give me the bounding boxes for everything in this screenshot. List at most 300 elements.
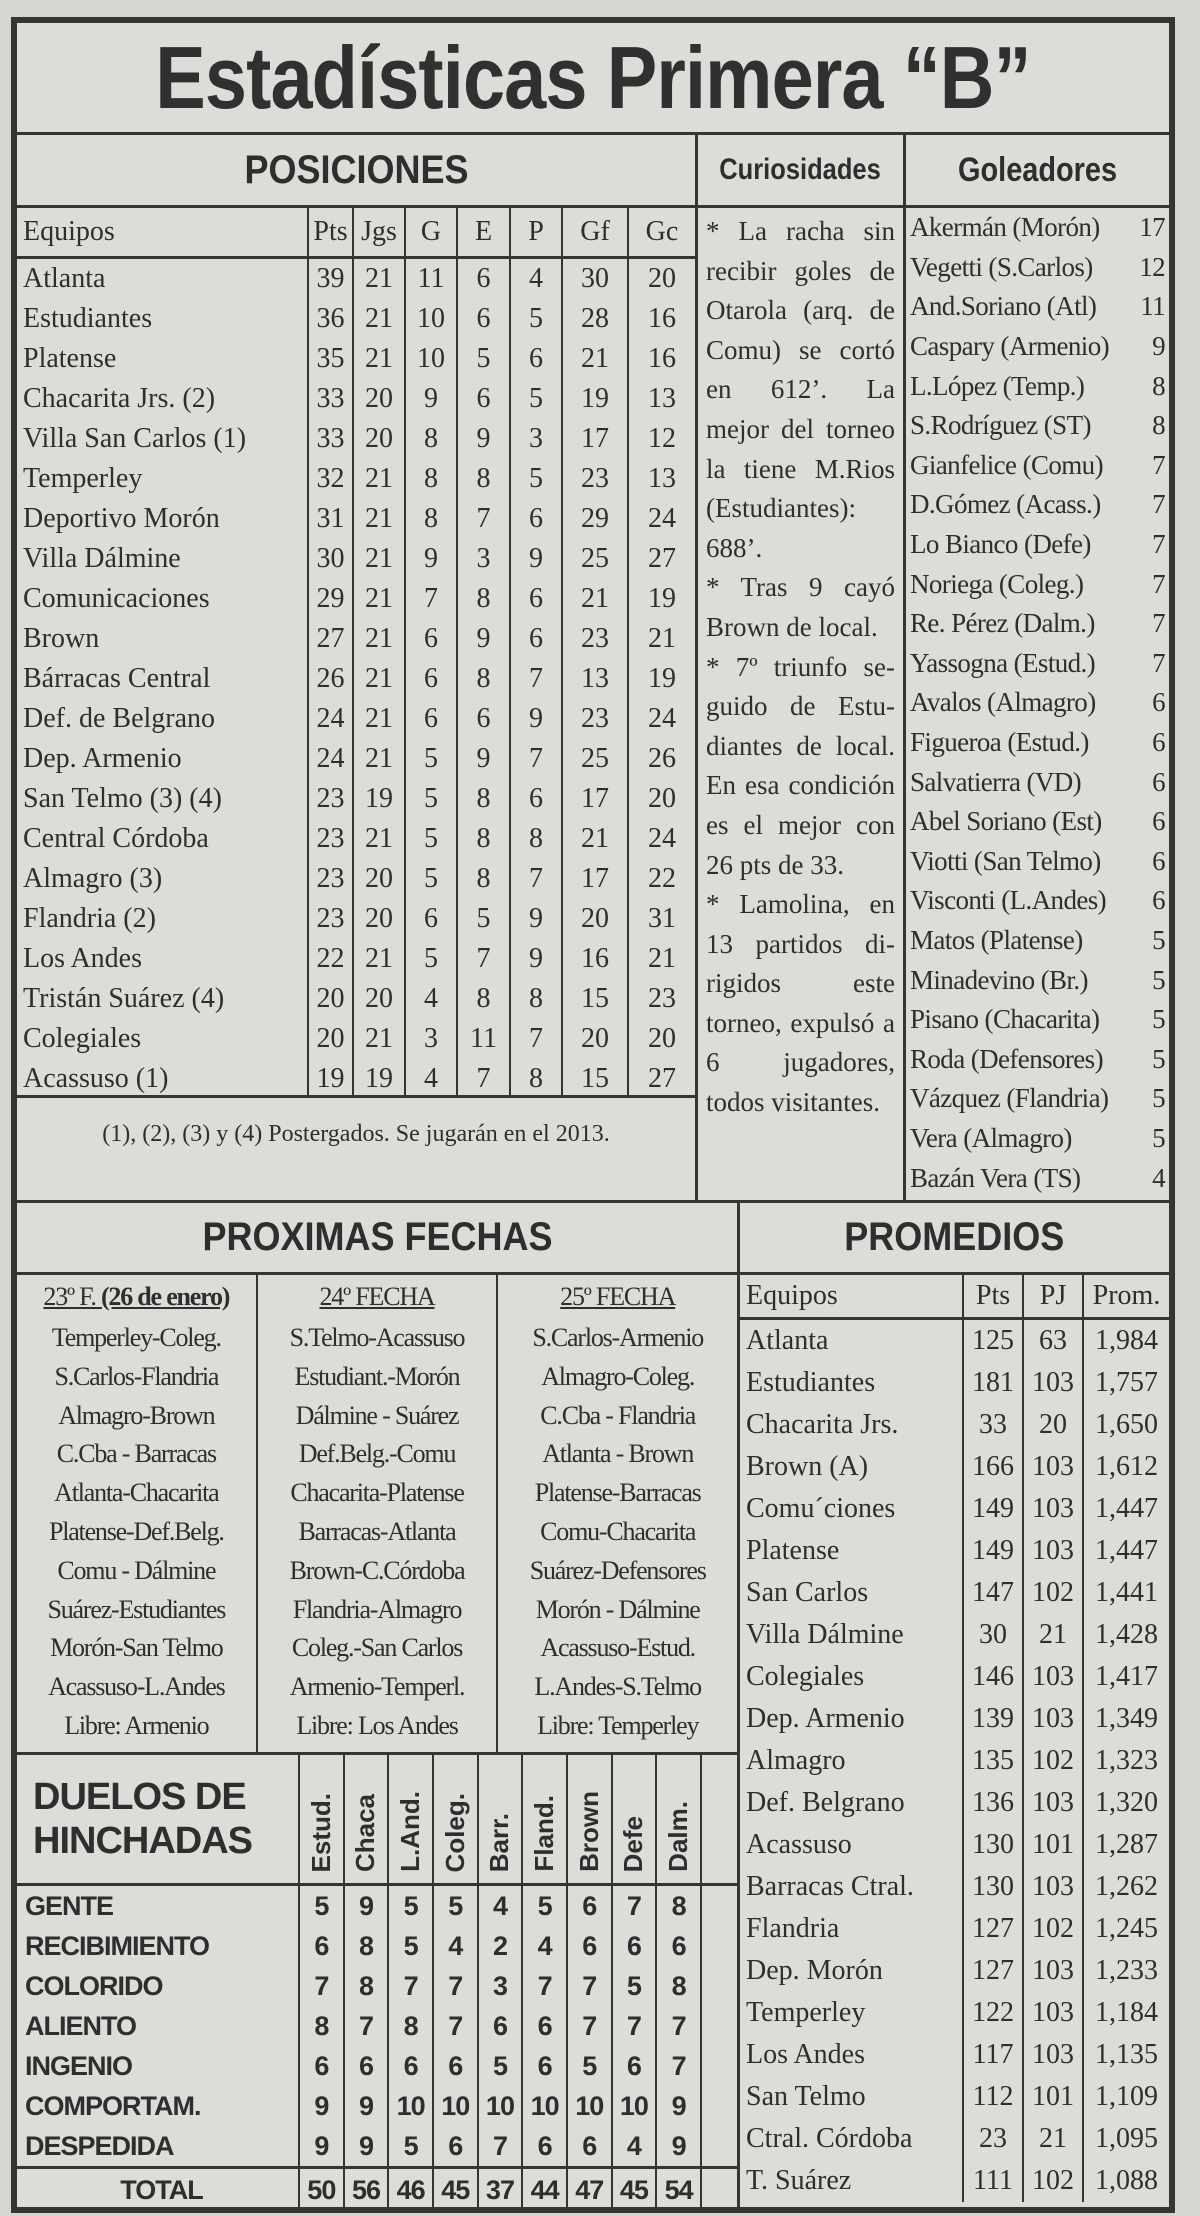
fixture-round-title — [498, 1275, 737, 1319]
stat-cell: 8 — [457, 979, 510, 1019]
stat-cell: 20 — [353, 979, 405, 1019]
score-cell: 5 — [299, 1885, 344, 1927]
fixture-match: Atlanta-Chacarita — [54, 1478, 219, 1508]
table-row — [740, 1866, 1169, 1908]
stat-cell: 13 — [628, 379, 695, 419]
total-cell: 37 — [478, 2168, 523, 2211]
duelos-table — [17, 1755, 737, 2210]
stat-cell: 1,135 — [1083, 2034, 1169, 2076]
stat-cell: 8 — [510, 1059, 562, 1098]
stat-cell: 21 — [562, 339, 628, 379]
table-row — [17, 979, 695, 1019]
stat-cell: 103 — [1023, 1656, 1083, 1698]
column-header: Prom. — [1083, 1275, 1169, 1319]
stat-cell: 21 — [353, 1019, 405, 1059]
title-banner — [14, 20, 1172, 135]
score-cell: 7 — [478, 2126, 523, 2168]
fixture-match: Dálmine - Suárez — [295, 1400, 459, 1430]
score-cell: 9 — [656, 2086, 701, 2126]
fixture-match: L.Andes-S.Telmo — [534, 1672, 701, 1702]
team-name: Comu´ciones — [746, 1493, 896, 1524]
stat-cell: 1,262 — [1083, 1866, 1169, 1908]
round-date: (26 de enero) — [100, 1282, 230, 1311]
stat-cell: 13 — [628, 459, 695, 499]
fixture-column — [496, 1275, 737, 1752]
score-cell: 8 — [388, 2006, 433, 2046]
score-cell: 6 — [299, 1926, 344, 1966]
stat-cell: 1,095 — [1083, 2118, 1169, 2160]
stat-cell: 15 — [562, 979, 628, 1019]
team-name: Flandria — [746, 1913, 840, 1944]
fixture-match: Flandria-Almagro — [292, 1594, 462, 1624]
score-cell: 6 — [433, 2046, 478, 2086]
stat-cell: 8 — [457, 579, 510, 619]
curiosity-item: * Lamolina, en 13 partidos dirigidos este torneo, expulsó a 6 jugadores, todos visitantes. — [706, 889, 895, 1118]
stat-cell: 5 — [457, 899, 510, 939]
score-cell: 5 — [388, 2126, 433, 2168]
scorer-name: Roda (Defensores) — [910, 1043, 1103, 1074]
scorer-name: Vegetti (S.Carlos) — [910, 251, 1093, 282]
scorer-row — [906, 604, 1169, 644]
scorer-goals: 6 — [1152, 727, 1165, 758]
scorer-row — [906, 327, 1169, 367]
stat-cell: 32 — [308, 459, 353, 499]
score-cell: 6 — [656, 1926, 701, 1966]
score-cell: 8 — [344, 1966, 389, 2006]
stat-cell: 1,184 — [1083, 1992, 1169, 2034]
score-cell: 5 — [522, 1885, 567, 1927]
team-column-header — [567, 1755, 612, 1885]
column-header: Gf — [562, 208, 628, 258]
score-cell: 7 — [656, 2006, 701, 2046]
stat-cell: 102 — [1023, 1908, 1083, 1950]
stat-cell: 103 — [1023, 1950, 1083, 1992]
scorer-name: Yassogna (Estud.) — [910, 647, 1096, 678]
team-name: Almagro — [746, 1745, 846, 1776]
stat-cell: 8 — [510, 819, 562, 859]
score-cell: 8 — [656, 1885, 701, 1927]
table-row — [17, 539, 695, 579]
score-cell: 6 — [478, 2006, 523, 2046]
criterion-label: INGENIO — [25, 2050, 133, 2081]
stat-cell: 24 — [308, 739, 353, 779]
fixture-match: Morón - Dálmine — [535, 1594, 700, 1624]
fixture-match: Libre: Temperley — [537, 1710, 699, 1740]
stat-cell: 16 — [628, 339, 695, 379]
stat-cell: 17 — [562, 419, 628, 459]
stat-cell: 23 — [628, 979, 695, 1019]
score-cell: 5 — [433, 1885, 478, 1927]
table-row — [17, 339, 695, 379]
team-name: Central Córdoba — [23, 823, 209, 854]
stat-cell: 35 — [308, 339, 353, 379]
stat-cell: 1,320 — [1083, 1782, 1169, 1824]
table-row — [740, 2118, 1169, 2160]
scorer-goals: 7 — [1152, 568, 1165, 599]
table-row — [17, 859, 695, 899]
stat-cell: 21 — [353, 739, 405, 779]
column-header: Pts — [308, 208, 353, 258]
scorer-name: Abel Soriano (Est) — [910, 806, 1102, 837]
stat-cell: 146 — [963, 1656, 1023, 1698]
scorer-goals: 5 — [1152, 1122, 1165, 1153]
stat-cell: 6 — [457, 379, 510, 419]
stat-cell: 139 — [963, 1698, 1023, 1740]
team-name: Dep. Armenio — [23, 743, 182, 774]
stat-cell: 111 — [963, 2160, 1023, 2202]
score-cell: 6 — [567, 1885, 612, 1927]
table-row — [740, 1488, 1169, 1530]
score-cell: 6 — [612, 2046, 657, 2086]
scorer-row — [906, 1158, 1169, 1198]
team-column-header — [656, 1755, 701, 1885]
scorer-row — [906, 525, 1169, 565]
scorer-goals: 7 — [1152, 449, 1165, 480]
scorer-goals: 17 — [1139, 212, 1165, 243]
scorer-goals: 5 — [1152, 1004, 1165, 1035]
stat-cell: 1,757 — [1083, 1362, 1169, 1404]
stat-cell: 19 — [353, 1059, 405, 1098]
stat-cell: 30 — [308, 539, 353, 579]
team-name: Comunicaciones — [23, 583, 210, 614]
table-row — [17, 459, 695, 499]
stat-cell: 7 — [457, 499, 510, 539]
scorer-goals: 6 — [1152, 806, 1165, 837]
scorer-goals: 6 — [1152, 766, 1165, 797]
team-label: Barr. — [484, 1812, 515, 1872]
stat-cell: 21 — [1023, 2118, 1083, 2160]
table-row — [17, 739, 695, 779]
stat-cell: 23 — [308, 819, 353, 859]
table-row — [740, 2160, 1169, 2202]
stat-cell: 101 — [1023, 2076, 1083, 2118]
team-name: Atlanta — [746, 1325, 829, 1356]
score-cell: 2 — [478, 1926, 523, 1966]
team-name: T. Suárez — [746, 2165, 852, 2196]
table-row — [17, 299, 695, 339]
scorer-row — [906, 406, 1169, 446]
stat-cell: 17 — [562, 779, 628, 819]
stat-cell: 20 — [628, 1019, 695, 1059]
table-row — [740, 1992, 1169, 2034]
duelos-row — [17, 2126, 737, 2168]
team-name: Barracas Ctral. — [746, 1871, 914, 1902]
stat-cell: 20 — [562, 1019, 628, 1059]
table-row — [740, 1404, 1169, 1446]
stat-cell: 33 — [308, 379, 353, 419]
stat-cell: 1,447 — [1083, 1488, 1169, 1530]
posiciones-table-box — [14, 205, 698, 1098]
stat-cell: 25 — [562, 539, 628, 579]
score-cell: 7 — [612, 1885, 657, 1927]
scorer-goals: 11 — [1140, 291, 1165, 322]
scorer-row — [906, 208, 1169, 248]
goleadores-table — [906, 208, 1169, 1203]
scorer-goals: 7 — [1152, 529, 1165, 560]
stat-cell: 9 — [457, 419, 510, 459]
stat-cell: 9 — [405, 539, 457, 579]
column-header: G — [405, 208, 457, 258]
stat-cell: 1,088 — [1083, 2160, 1169, 2202]
curiosidades-text — [698, 208, 903, 1123]
total-cell: 46 — [388, 2168, 433, 2211]
team-name: Platense — [746, 1535, 840, 1566]
score-cell: 4 — [612, 2126, 657, 2168]
stat-cell: 7 — [510, 1019, 562, 1059]
table-row — [740, 1656, 1169, 1698]
table-row — [17, 258, 695, 300]
criterion-label: COMPORTAM. — [25, 2090, 201, 2121]
score-cell: 7 — [299, 1966, 344, 2006]
score-cell: 5 — [478, 2046, 523, 2086]
team-name: Villa Dálmine — [23, 543, 181, 574]
stat-cell: 122 — [963, 1992, 1023, 2034]
stat-cell: 27 — [628, 539, 695, 579]
table-row — [17, 819, 695, 859]
stat-cell: 5 — [405, 779, 457, 819]
scorer-row — [906, 881, 1169, 921]
duelos-row — [17, 2046, 737, 2086]
stat-cell: 21 — [353, 339, 405, 379]
table-row — [740, 1446, 1169, 1488]
table-row — [740, 1824, 1169, 1866]
stat-cell: 23 — [562, 459, 628, 499]
posiciones-note-box — [14, 1095, 698, 1203]
stat-cell: 102 — [1023, 1740, 1083, 1782]
table-row — [740, 2034, 1169, 2076]
stat-cell: 103 — [1023, 1488, 1083, 1530]
stat-cell: 21 — [353, 499, 405, 539]
fixture-match: Chacarita-Platense — [290, 1478, 464, 1508]
stat-cell: 5 — [510, 299, 562, 339]
column-header: Equipos — [740, 1275, 963, 1319]
curiosity-item: * 7º triunfo seguido de Estudiantes de local. En esa condición es el mejor con 26 pts de 33. — [706, 651, 895, 880]
team-column-header — [344, 1755, 389, 1885]
round-label: 23º F. — [43, 1282, 101, 1311]
scorer-row — [906, 842, 1169, 882]
stat-cell: 19 — [628, 659, 695, 699]
stat-cell: 1,984 — [1083, 1319, 1169, 1363]
stat-cell: 21 — [1023, 1614, 1083, 1656]
team-label: Brown — [573, 1791, 604, 1872]
scorer-goals: 8 — [1152, 410, 1165, 441]
team-label: L.And. — [395, 1791, 426, 1872]
curiosity-item: * La racha sin recibir goles de Otarola (arq. de Comu) se cortó en 612’. La mejor del torneo la tiene M.Rios (Estudiantes): 688’. — [706, 216, 895, 563]
stat-cell: 23 — [308, 899, 353, 939]
score-cell: 6 — [344, 2046, 389, 2086]
score-cell: 6 — [522, 2046, 567, 2086]
scorer-row — [906, 921, 1169, 961]
stat-cell: 6 — [510, 499, 562, 539]
stat-cell: 1,650 — [1083, 1404, 1169, 1446]
score-cell: 7 — [656, 2046, 701, 2086]
team-column-header — [388, 1755, 433, 1885]
empty-cell — [701, 2168, 737, 2211]
stat-cell: 8 — [405, 419, 457, 459]
duelos-title-line1: DUELOS DE — [33, 1776, 246, 1818]
stat-cell: 24 — [628, 819, 695, 859]
stat-cell: 29 — [562, 499, 628, 539]
fixture-match: Morón-San Telmo — [50, 1633, 223, 1663]
stat-cell: 26 — [628, 739, 695, 779]
table-header-row — [17, 208, 695, 258]
score-cell: 7 — [433, 2006, 478, 2046]
stat-cell: 117 — [963, 2034, 1023, 2076]
team-name: San Telmo (3) (4) — [23, 783, 222, 814]
scorer-name: D.Gómez (Acass.) — [910, 489, 1101, 520]
column-header: Equipos — [17, 208, 308, 258]
duelos-row — [17, 1885, 737, 1927]
scorer-name: Minadevino (Br.) — [910, 964, 1088, 995]
fixture-match: C.Cba - Barracas — [56, 1439, 216, 1469]
stat-cell: 36 — [308, 299, 353, 339]
team-name: San Carlos — [746, 1577, 869, 1608]
stat-cell: 4 — [510, 258, 562, 300]
posiciones-title: POSICIONES — [243, 147, 469, 192]
table-row — [740, 1530, 1169, 1572]
stat-cell: 8 — [457, 659, 510, 699]
stat-cell: 13 — [562, 659, 628, 699]
fixture-match: Temperley-Coleg. — [51, 1323, 221, 1352]
team-name: Atlanta — [23, 263, 106, 294]
score-cell: 10 — [433, 2086, 478, 2126]
criterion-label: RECIBIMIENTO — [25, 1930, 210, 1961]
curiosidades-box — [695, 205, 906, 1203]
fixture-match: Armenio-Temperl. — [289, 1672, 465, 1702]
stat-cell: 103 — [1023, 1992, 1083, 2034]
fixture-match: Brown-C.Córdoba — [289, 1555, 465, 1585]
team-name: Almagro (3) — [23, 863, 163, 894]
stat-cell: 9 — [510, 539, 562, 579]
stat-cell: 20 — [1023, 1404, 1083, 1446]
team-name: Temperley — [23, 463, 143, 494]
proximas-title: PROXIMAS FECHAS — [201, 1215, 553, 1259]
score-cell: 7 — [567, 2006, 612, 2046]
stat-cell: 6 — [405, 619, 457, 659]
stat-cell: 103 — [1023, 1446, 1083, 1488]
score-cell: 6 — [612, 1926, 657, 1966]
criterion-label: DESPEDIDA — [25, 2130, 174, 2161]
team-name: Tristán Suárez (4) — [23, 983, 225, 1014]
team-column-header — [522, 1755, 567, 1885]
stat-cell: 33 — [308, 419, 353, 459]
stat-cell: 149 — [963, 1488, 1023, 1530]
team-name: Acassuso (1) — [23, 1063, 169, 1094]
score-cell: 5 — [388, 1926, 433, 1966]
fixture-match: Platense-Barracas — [534, 1478, 701, 1508]
promedios-table — [740, 1275, 1169, 2202]
stat-cell: 127 — [963, 1908, 1023, 1950]
table-row — [17, 899, 695, 939]
score-cell: 9 — [656, 2126, 701, 2168]
stat-cell: 31 — [308, 499, 353, 539]
empty-cell — [701, 1926, 737, 1966]
team-column-header — [433, 1755, 478, 1885]
promedios-table-box — [737, 1272, 1172, 2210]
duelos-title — [17, 1755, 299, 1885]
posiciones-header — [14, 132, 698, 208]
stat-cell: 6 — [405, 659, 457, 699]
stat-cell: 101 — [1023, 1824, 1083, 1866]
stat-cell: 4 — [405, 1059, 457, 1098]
scorer-name: Vera (Almagro) — [910, 1122, 1072, 1153]
stat-cell: 27 — [628, 1059, 695, 1098]
stat-cell: 39 — [308, 258, 353, 300]
stat-cell: 20 — [353, 899, 405, 939]
stat-cell: 8 — [457, 459, 510, 499]
stat-cell: 9 — [405, 379, 457, 419]
stat-cell: 1,349 — [1083, 1698, 1169, 1740]
stat-cell: 103 — [1023, 1698, 1083, 1740]
scorer-row — [906, 960, 1169, 1000]
stat-cell: 21 — [628, 619, 695, 659]
promedios-title: PROMEDIOS — [844, 1215, 1065, 1259]
stat-cell: 11 — [457, 1019, 510, 1059]
stat-cell: 31 — [628, 899, 695, 939]
stat-cell: 1,612 — [1083, 1446, 1169, 1488]
stat-cell: 5 — [405, 739, 457, 779]
stat-cell: 21 — [353, 939, 405, 979]
stat-cell: 19 — [628, 579, 695, 619]
stat-cell: 33 — [963, 1404, 1023, 1446]
team-name: Los Andes — [23, 943, 142, 974]
stat-cell: 19 — [308, 1059, 353, 1098]
stat-cell: 7 — [405, 579, 457, 619]
score-cell: 6 — [567, 1926, 612, 1966]
stat-cell: 20 — [562, 899, 628, 939]
posiciones-table — [17, 208, 695, 1098]
table-row — [17, 419, 695, 459]
team-name: Villa San Carlos (1) — [23, 423, 247, 454]
table-row — [17, 939, 695, 979]
team-label: Estud. — [305, 1792, 336, 1872]
score-cell: 9 — [344, 2126, 389, 2168]
table-row — [740, 1362, 1169, 1404]
column-header: Gc — [628, 208, 695, 258]
scorer-row — [906, 802, 1169, 842]
score-cell: 7 — [567, 1966, 612, 2006]
stat-cell: 21 — [353, 699, 405, 739]
duelos-box — [14, 1752, 740, 2210]
team-name: Estudiantes — [746, 1367, 876, 1398]
stat-cell: 20 — [628, 258, 695, 300]
scorer-row — [906, 564, 1169, 604]
stat-cell: 24 — [628, 499, 695, 539]
fixture-match: Libre: Los Andes — [296, 1710, 458, 1740]
total-cell: 56 — [344, 2168, 389, 2211]
score-cell: 9 — [344, 2086, 389, 2126]
stat-cell: 9 — [510, 699, 562, 739]
scorer-row — [906, 1079, 1169, 1119]
score-cell: 5 — [612, 1966, 657, 2006]
stat-cell: 21 — [628, 939, 695, 979]
proximas-header — [14, 1200, 740, 1275]
score-cell: 4 — [522, 1926, 567, 1966]
stat-cell: 23 — [562, 619, 628, 659]
scorer-goals: 7 — [1152, 647, 1165, 678]
team-name: Estudiantes — [23, 303, 153, 334]
stat-cell: 26 — [308, 659, 353, 699]
fixture-match: Def.Belg.-Comu — [298, 1439, 456, 1469]
fixture-match: Suárez-Defensores — [529, 1555, 706, 1585]
duelos-row — [17, 1966, 737, 2006]
scorer-name: Caspary (Armenio) — [910, 331, 1109, 362]
team-label: Chaca — [350, 1793, 381, 1872]
stat-cell: 10 — [405, 339, 457, 379]
scorer-name: Viotti (San Telmo) — [910, 845, 1101, 876]
scorer-row — [906, 762, 1169, 802]
score-cell: 9 — [299, 2086, 344, 2126]
